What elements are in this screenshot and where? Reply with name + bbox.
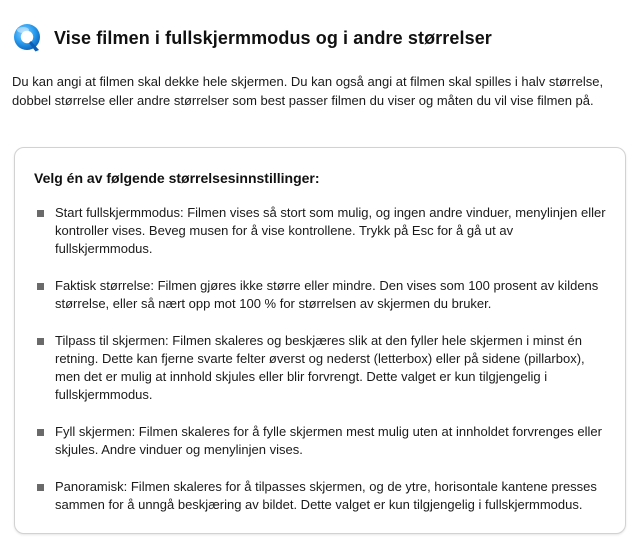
quicktime-icon: [12, 22, 44, 54]
list-item-text: Start fullskjermmodus: Filmen vises så stort som mulig, og ingen andre vinduer, menylinjen eller kontroller vises. Beveg musen for å vise kontrollene. Trykk på Esc for å gå ut av fullskjermmodus.: [55, 205, 606, 256]
square-bullet-icon: [37, 338, 44, 345]
intro-paragraph: Du kan angi at filmen skal dekke hele skjermen. Du kan også angi at filmen skal spilles i halv størrelse, dobbel størrelse eller andre størrelser som best passer filmen du viser og måten du vil vise filmen på.: [12, 74, 604, 108]
size-options-list: [37, 204, 607, 533]
page-title: Vise filmen i fullskjermmodus og i andre størrelser: [54, 27, 492, 48]
list-item-text: Fyll skjermen: Filmen skaleres for å fylle skjermen mest mulig uten at innholdet forvrenges eller skjules. Andre vinduer og menylinjen vises.: [55, 424, 602, 457]
list-item: [37, 204, 607, 258]
square-bullet-icon: [37, 429, 44, 436]
panel-heading: Velg én av følgende størrelsesinnstillinger:: [34, 170, 320, 186]
square-bullet-icon: [37, 210, 44, 217]
list-item: [37, 277, 607, 313]
list-item-text: Tilpass til skjermen: Filmen skaleres og beskjæres slik at den fyller hele skjermen i minst én retning. Dette kan fjerne svarte felter øverst og nederst (letterbox) eller på sidene (pillarbox), men det er mulig at innhold skjules eller blir forvrengt. Dette valget er kun tilgjengelig i fullskjermmodus.: [55, 333, 585, 402]
size-options-panel: [14, 147, 626, 534]
square-bullet-icon: [37, 283, 44, 290]
list-item-text: Panoramisk: Filmen skaleres for å tilpasses skjermen, og de ytre, horisontale kantene presses sammen for å unngå beskjæring av bildet. Dette valget er kun tilgjengelig i fullskjermmodus.: [55, 479, 597, 512]
list-item: [37, 478, 607, 514]
list-item-text: Faktisk størrelse: Filmen gjøres ikke større eller mindre. Den vises som 100 prosent av kildens størrelse, eller så nært opp mot 100 % for størrelsen av skjermen du bruker.: [55, 278, 599, 311]
list-item: [37, 423, 607, 459]
page-header: [12, 22, 492, 54]
square-bullet-icon: [37, 484, 44, 491]
list-item: [37, 332, 607, 404]
